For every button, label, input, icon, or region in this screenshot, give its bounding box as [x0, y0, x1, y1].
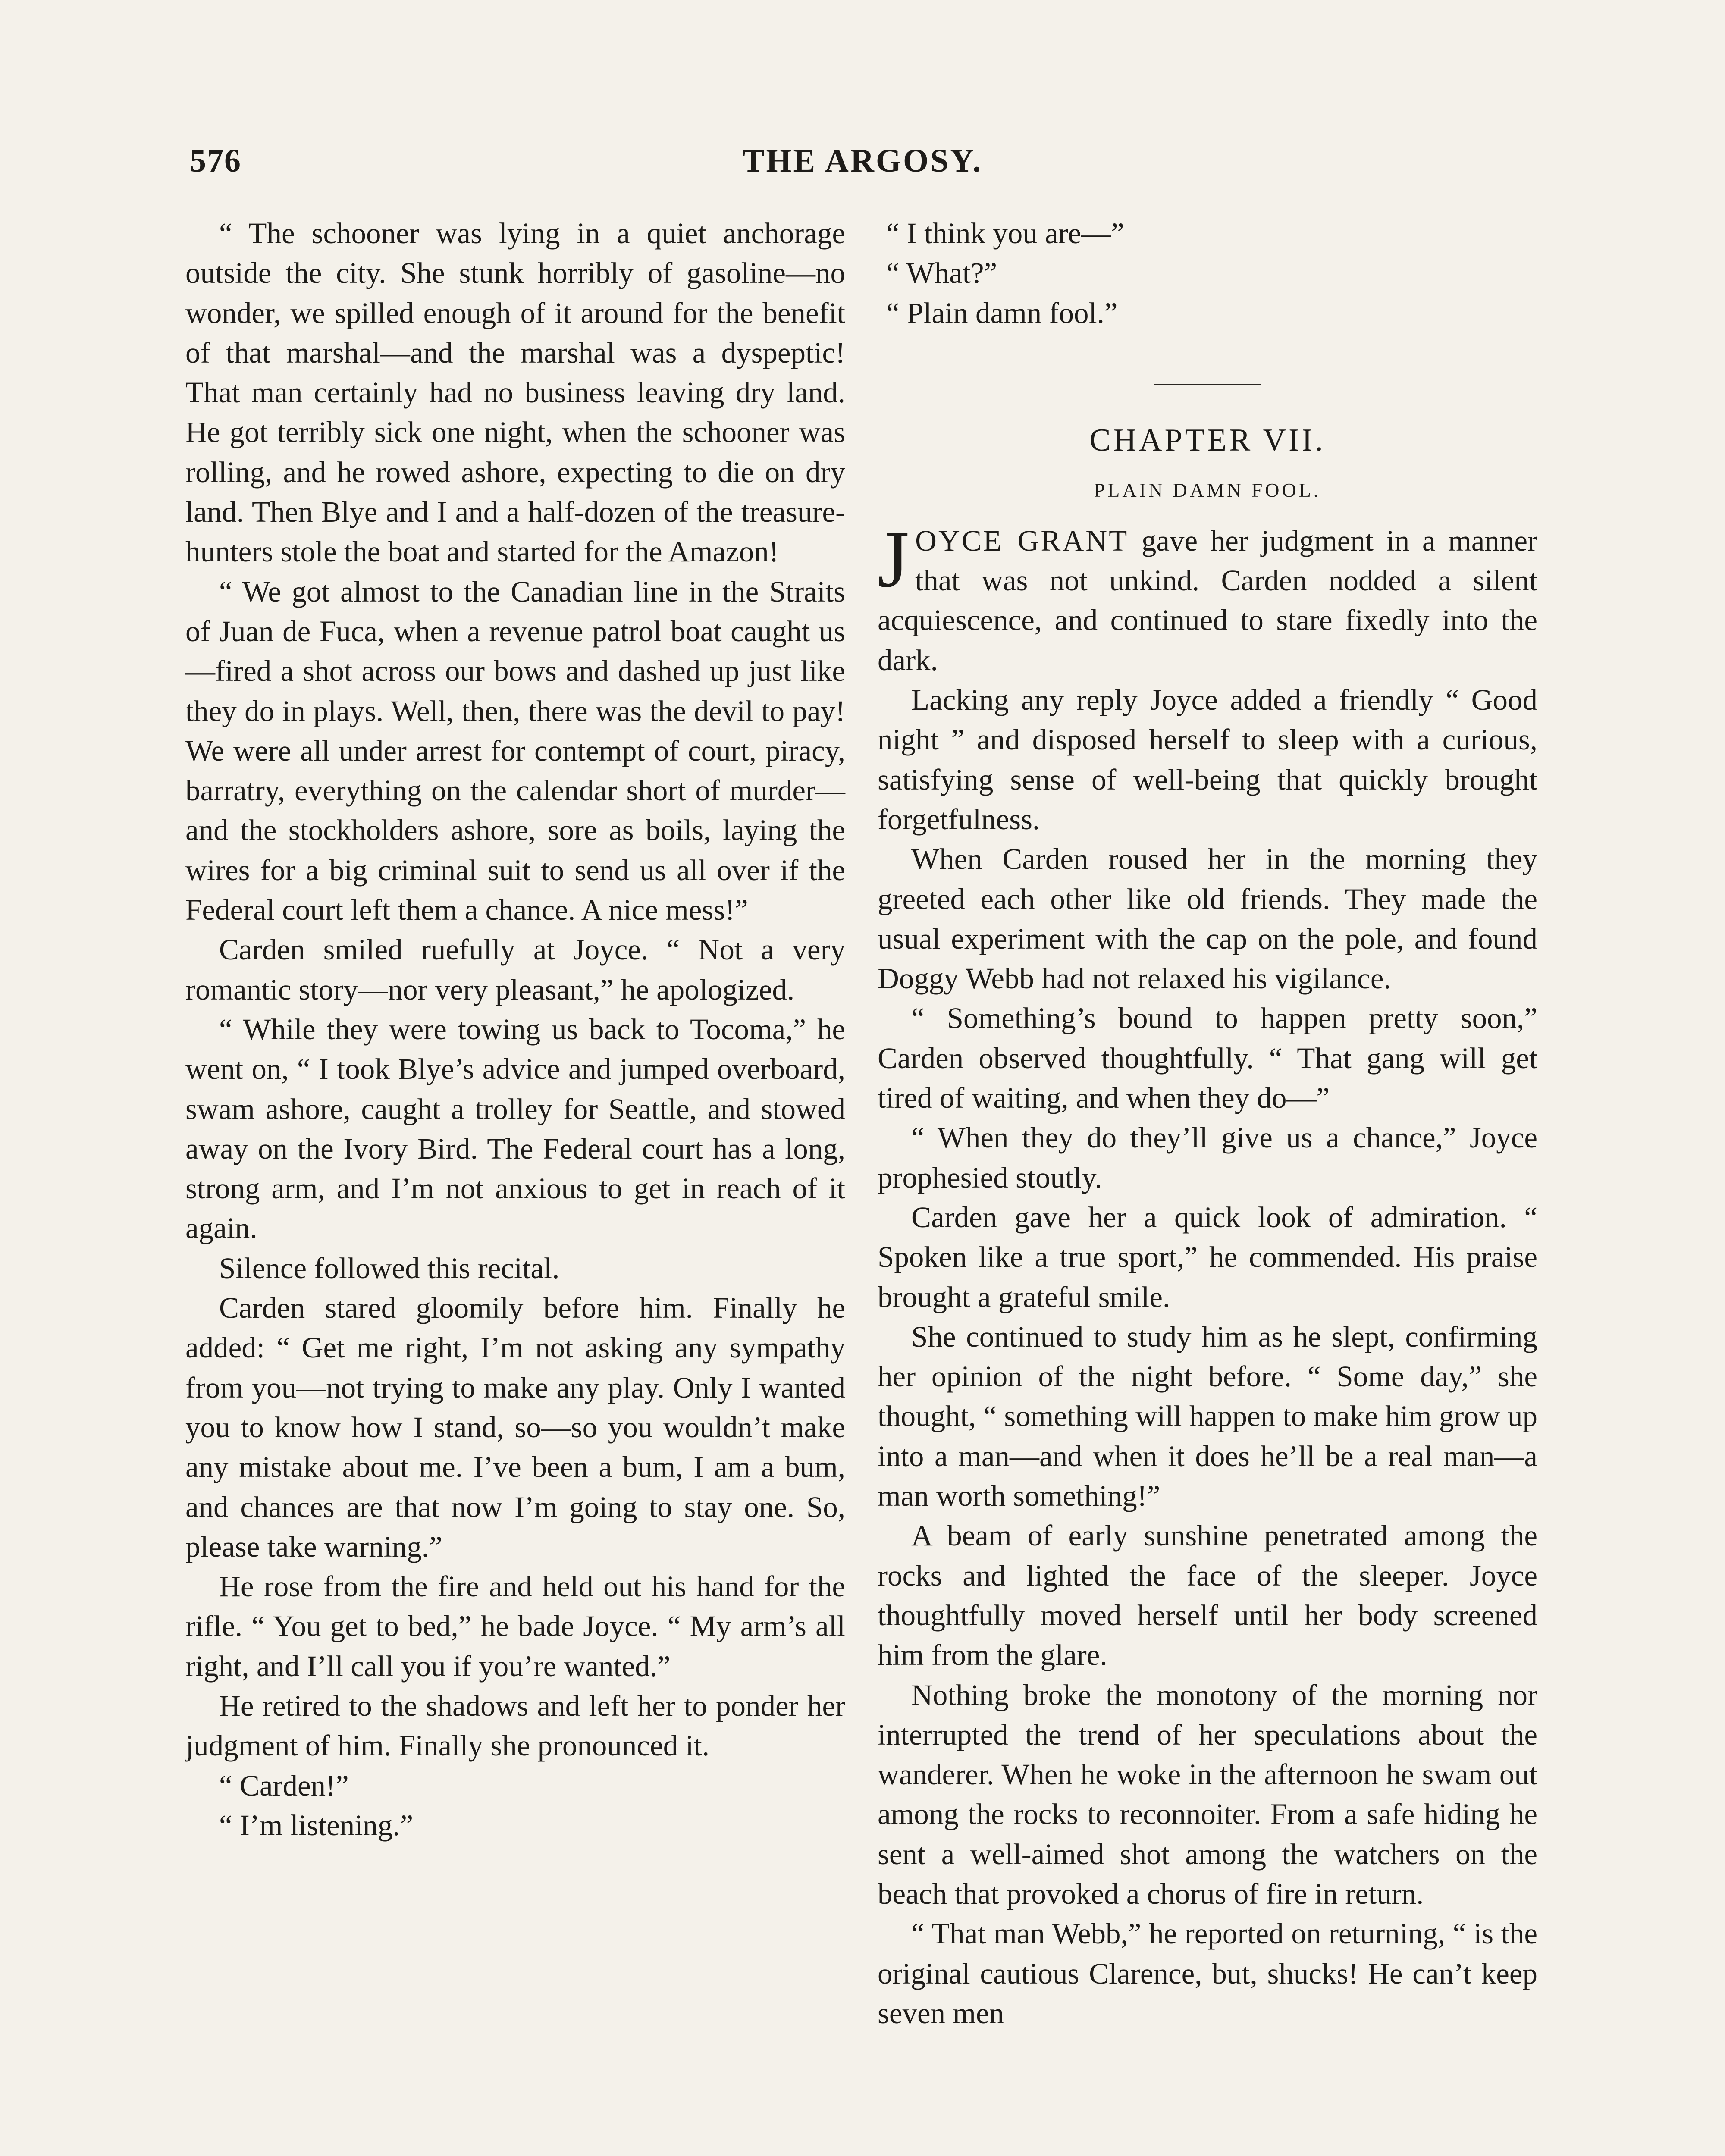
- paragraph: “ That man Webb,” he reported on returning, “ is the original cautious Clarence, but, shucks! He can’t keep seven men: [878, 1917, 1537, 2030]
- section-divider: [1154, 384, 1261, 385]
- running-title: THE ARGOSY.: [742, 143, 983, 179]
- dialog-line: “ Plain damn fool.”: [886, 296, 1118, 329]
- page-header: [190, 142, 1535, 190]
- paragraph: “ Carden!”: [219, 1769, 349, 1802]
- paragraph: “ I’m listening.”: [219, 1808, 414, 1842]
- paragraph: “ Something’s bound to happen pretty soon,” Carden observed thoughtfully. “ That gang will get tired of waiting, and when they do—”: [878, 1002, 1537, 1115]
- paragraph: Nothing broke the monotony of the morning nor interrupted the trend of her speculations about the wanderer. When he woke in the afternoon he swam out among the rocks to reconnoiter. From a safe hiding he sent a well-aimed shot among the watchers on the beach that provoked a chorus of fire in return.: [878, 1678, 1537, 1910]
- paragraph: He rose from the fire and held out his hand for the rifle. “ You get to bed,” he bade Joyce. “ My arm’s all right, and I’ll call you if you’re wanted.”: [185, 1570, 845, 1683]
- left-column: [185, 213, 845, 1845]
- paragraph: Silence followed this recital.: [219, 1251, 560, 1285]
- paragraph: A beam of early sunshine penetrated among the rocks and lighted the face of the sleeper. Joyce thoughtfully moved herself until her body screened him from the glare.: [878, 1519, 1537, 1672]
- chapter-opening-paragraph: [878, 514, 1538, 680]
- paragraph: “ When they do they’ll give us a chance,” Joyce prophesied stoutly.: [878, 1121, 1537, 1194]
- paragraph: She continued to study him as he slept, confirming her opinion of the night before. “ Some day,” she thought, “ something will happen to make him grow up into a man—and when it does he’ll be a real man—a man worth something!”: [878, 1320, 1537, 1513]
- dialog-line: “ I think you are—”: [886, 217, 1124, 250]
- paragraph: Carden smiled ruefully at Joyce. “ Not a very romantic story—nor very pleasant,” he apologized.: [185, 933, 845, 1006]
- paragraph: When Carden roused her in the morning they greeted each other like old friends. They made the usual experiment with the cap on the pole, and found Doggy Webb had not relaxed his vigilance.: [878, 843, 1537, 995]
- paragraph: “ While they were towing us back to Tocoma,” he went on, “ I took Blye’s advice and jumped overboard, swam ashore, caught a trolley for Seattle, and stowed away on the Ivory Bird. The Federal court has a long, strong arm, and I’m not anxious to get in reach of it again.: [185, 1012, 845, 1245]
- paragraph: “ We got almost to the Canadian line in the Straits of Juan de Fuca, when a revenue patrol boat caught us—fired a shot across our bows and dashed up just like they do in plays. Well, then, there was the devil to pay! We were all under arrest for contempt of court, piracy, barratry, everything on the calendar short of murder—and the stockholders ashore, sore as boils, laying the wires for a big criminal suit to send us all over if the Federal court left them a chance. A nice mess!”: [185, 575, 845, 927]
- paragraph: Carden gave her a quick look of admiration. “ Spoken like a true sport,” he commended. His praise brought a grateful smile.: [878, 1200, 1537, 1313]
- dialog-line: “ What?”: [886, 257, 997, 290]
- right-column: [878, 213, 1537, 2033]
- paragraph: “ The schooner was lying in a quiet anchorage outside the city. She stunk horribly of gasoline—no wonder, we spilled enough of it around for the benefit of that marshal—and the marshal was a dyspeptic! That man certainly had no business leaving dry land. He got terribly sick one night, when the schooner was rolling, and he rowed ashore, expecting to die on dry land. Then Blye and I and a half-dozen of the treasure-hunters stole the boat and started for the Amazon!: [185, 217, 845, 568]
- opening-text: gave her judgment in a manner that was not unkind. Carden nodded a silent acquiescence, and continued to stare fixedly into the dark.: [878, 524, 1538, 677]
- opening-small-caps: OYCE GRANT: [915, 524, 1129, 557]
- chapter-title: PLAIN DAMN FOOL.: [1094, 479, 1321, 501]
- paragraph: Lacking any reply Joyce added a friendly “ Good night ” and disposed herself to sleep with a curious, satisfying sense of well-being that quickly brought forgetfulness.: [878, 683, 1537, 836]
- drop-cap: J: [878, 514, 910, 604]
- page-number: 576: [190, 143, 242, 179]
- chapter-number: CHAPTER VII.: [1089, 422, 1326, 458]
- paragraph: Carden stared gloomily before him. Finally he added: “ Get me right, I’m not asking any sympathy from you—not trying to make any play. Only I wanted you to know how I stand, so—so you wouldn’t make any mistake about me. I’ve been a bum, I am a bum, and chances are that now I’m going to stay one. So, please take warning.”: [185, 1291, 845, 1563]
- paragraph: He retired to the shadows and left her to ponder her judgment of him. Finally she pronounced it.: [185, 1689, 845, 1762]
